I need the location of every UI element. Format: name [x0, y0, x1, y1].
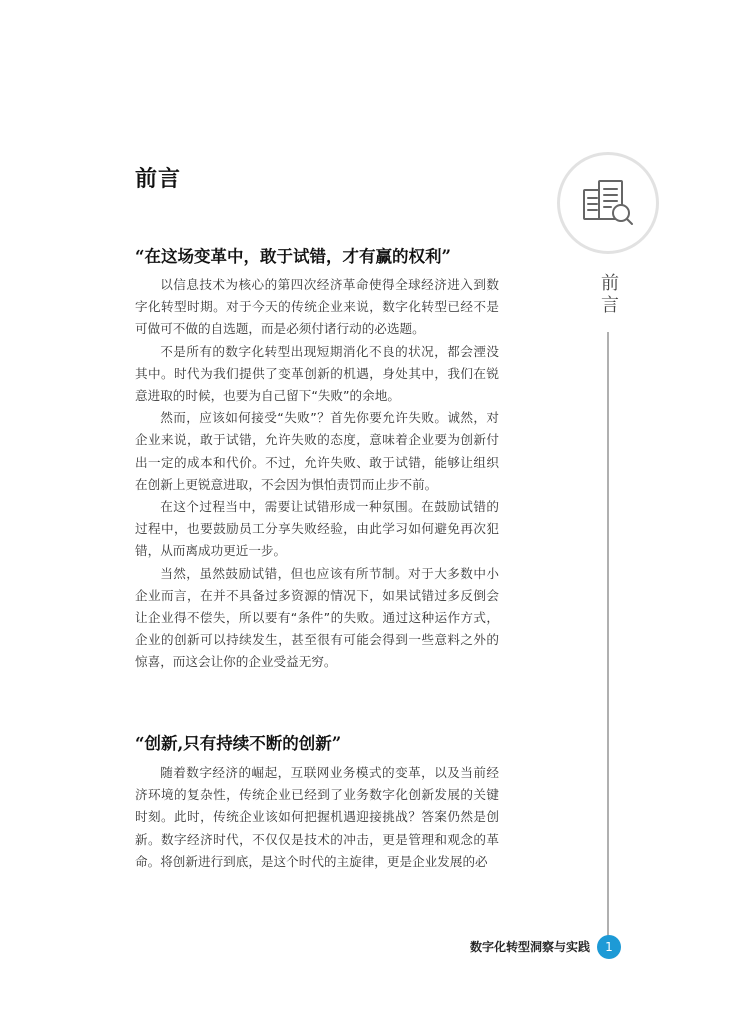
section-heading-1: “在这场变革中，敢于试错，才有赢的权利”: [135, 247, 451, 266]
paragraph: 随着数字经济的崛起，互联网业务模式的变革，以及当前经济环境的复杂性，传统企业已经到了业务数字化创新发展的关键时刻。此时，传统企业该如何把握机遇迎接挑战？答案仍然是创新。数字经济时代，不仅仅是技术的冲击，更是管理和观念的革命。将创新进行到底，是这个时代的主旋律，更是企业发展的必: [135, 765, 499, 869]
paragraph: 不是所有的数字化转型出现短期消化不良的状况，都会湮没其中。时代为我们提供了变革创新的机遇，身处其中，我们在锐意进取的时候，也要为自己留下“失败”的余地。: [135, 343, 499, 404]
paragraph: 当然，虽然鼓励试错，但也应该有所节制。对于大多数中小企业而言，在并不具备过多资源的情况下，如果试错过多反倒会让企业得不偿失，所以要有“条件”的失败。通过这种运作方式，企业的创新可以持续发生，甚至很有可能会得到一些意料之外的惊喜，而这会让你的企业受益无穷。: [135, 565, 499, 670]
side-label: [598, 273, 622, 317]
side-divider-line: [607, 332, 609, 936]
side-label-char: 言: [601, 295, 619, 316]
section-body-1: [135, 274, 499, 674]
footer-book-title: 数字化转型洞察与实践: [469, 940, 590, 954]
page-title: 前言: [135, 166, 182, 192]
side-badge: [557, 152, 659, 254]
paragraph: 以信息技术为核心的第四次经济革命使得全球经济进入到数字化转型时期。对于今天的传统企业来说，数字化转型已经不是可做可不做的自选题，而是必须付诸行动的必选题。: [135, 277, 499, 337]
paragraph: 然而，应该如何接受“失败”？首先你要允许失败。诚然，对企业来说，敢于试错，允许失败的态度，意味着企业要为创新付出一定的成本和代价。不过，允许失败、敢于试错，能够让组织在创新上更锐意进取，不会因为惧怕责罚而止步不前。: [135, 410, 499, 492]
paragraph: 在这个过程当中，需要让试错形成一种氛围。在鼓励试错的过程中，也要鼓励员工分享失败经验，由此学习如何避免再次犯错，从而离成功更近一步。: [135, 499, 499, 559]
side-label-char: 前: [601, 273, 619, 294]
section-body-2: [135, 762, 499, 873]
document-search-icon: [580, 177, 636, 229]
page-number-badge: 1: [597, 935, 621, 959]
section-heading-2: “创新,只有持续不断的创新”: [135, 734, 342, 753]
